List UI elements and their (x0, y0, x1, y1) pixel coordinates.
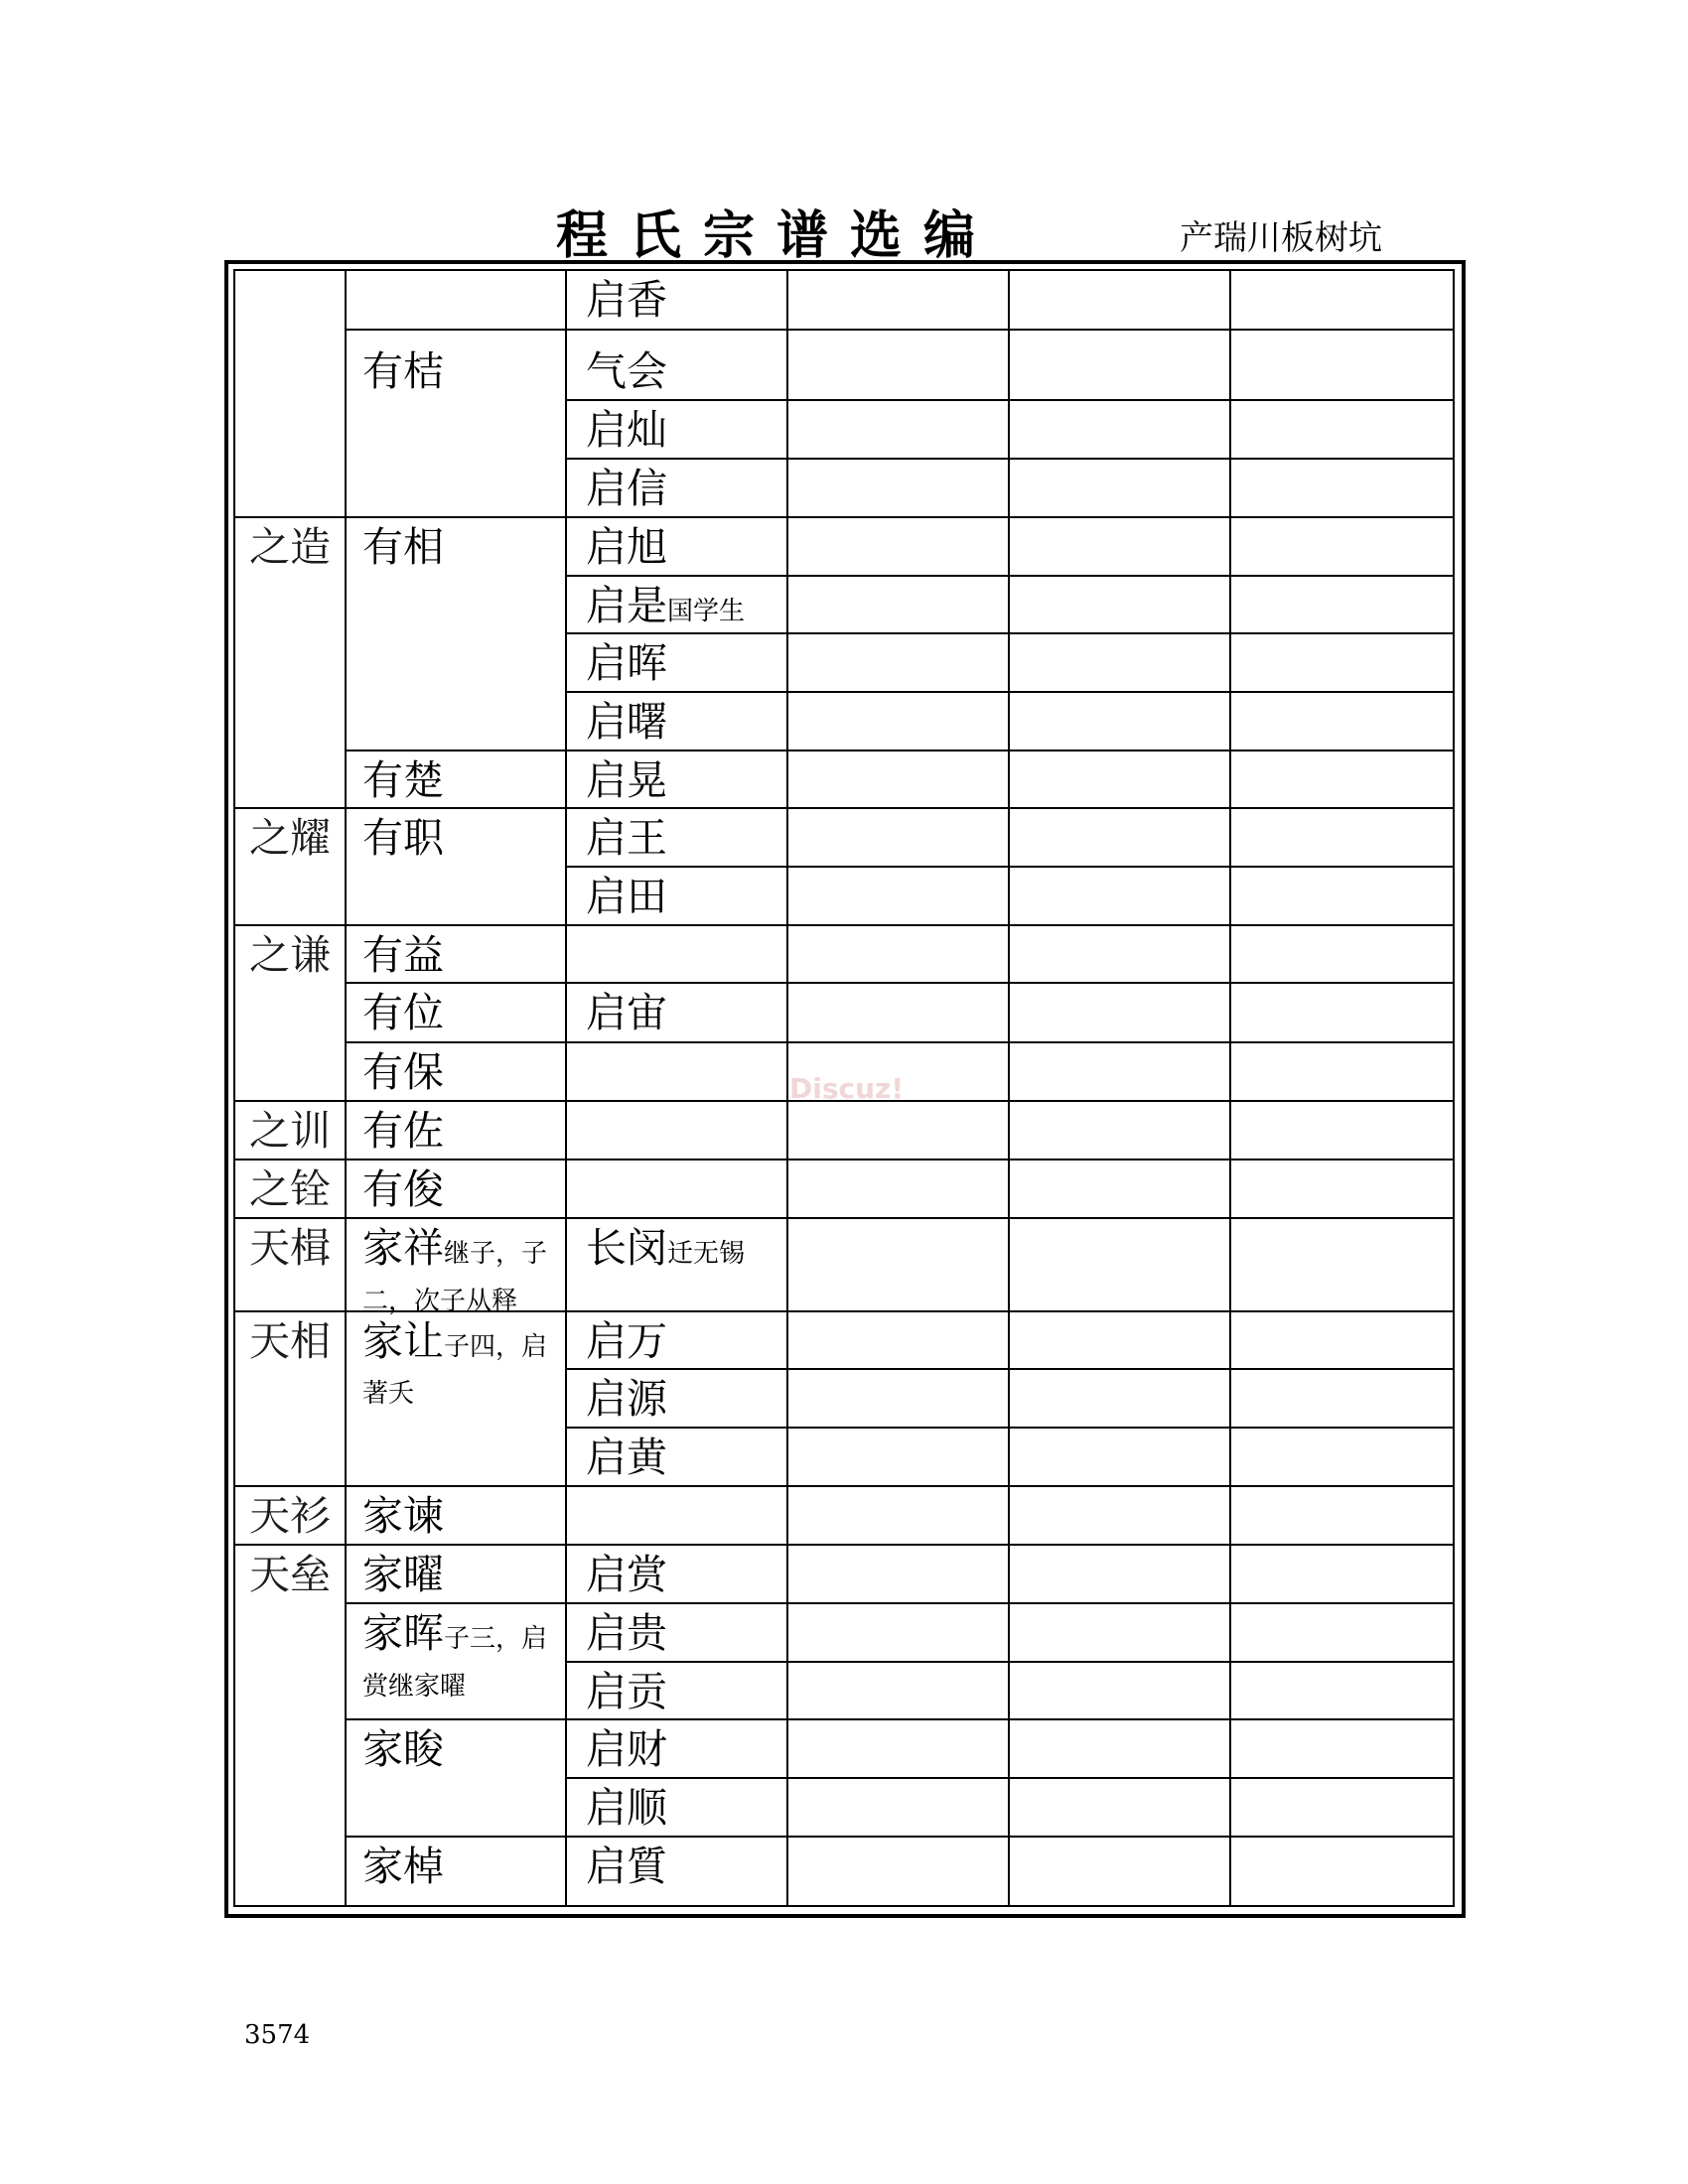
col2-name: 家谏 (362, 1492, 444, 1540)
row-divider (345, 750, 1455, 751)
col3-name: 启晖 (586, 639, 667, 687)
name-text: 家晖 (362, 1609, 444, 1657)
annotation: 子四，启 (444, 1332, 548, 1362)
row-divider (233, 1544, 1455, 1546)
col3-name: 启質 (586, 1843, 667, 1890)
col1-name: 天楫 (249, 1224, 331, 1272)
col3-name: 启赏 (586, 1551, 667, 1598)
row-divider (233, 516, 1455, 518)
col3-name: 启源 (586, 1375, 667, 1423)
row-divider (233, 1217, 1455, 1219)
row-divider (565, 632, 1455, 634)
page-number: 3574 (244, 2020, 311, 2050)
row-divider (233, 1159, 1455, 1160)
row-divider (345, 1602, 1455, 1604)
col1-name: 之造 (249, 523, 331, 571)
col2-name (362, 1609, 548, 1657)
col3-name: 启灿 (586, 406, 667, 454)
row-divider (565, 1427, 1455, 1429)
row-divider (565, 458, 1455, 460)
row-divider (345, 1836, 1455, 1838)
col3-name: 启晃 (586, 756, 667, 804)
row-divider (233, 1485, 1455, 1487)
col1-name: 之谦 (249, 931, 331, 979)
col2-name: 有佐 (362, 1107, 444, 1155)
row-divider (345, 329, 1455, 331)
col1-name: 天相 (249, 1317, 331, 1365)
col1-name: 天垒 (249, 1551, 331, 1598)
col2-name (362, 1317, 548, 1365)
col2-name: 有楚 (362, 756, 444, 804)
name-text: 家让 (362, 1317, 444, 1365)
row-divider (233, 807, 1455, 809)
col2-name (362, 1224, 548, 1272)
annotation-line2: 二，次子从释 (362, 1287, 518, 1316)
col3-name: 启宙 (586, 989, 667, 1036)
annotation-line2: 著夭 (362, 1379, 415, 1409)
col3-name: 启信 (586, 465, 667, 512)
row-divider (345, 1041, 1455, 1043)
col2-name: 有益 (362, 931, 444, 979)
annotation: 继子，子 (444, 1239, 548, 1269)
page-title: 程氏宗谱选编 (556, 206, 998, 266)
col3-name: 启黄 (586, 1433, 667, 1481)
row-divider (565, 1661, 1455, 1663)
col3-name: 启顺 (586, 1784, 667, 1832)
col1-name: 天衫 (249, 1492, 331, 1540)
col3-name: 启贡 (586, 1668, 667, 1715)
col2-name: 家棹 (362, 1843, 444, 1890)
col3-name: 启田 (586, 873, 667, 920)
name-text: 启是 (586, 582, 667, 629)
row-divider (565, 575, 1455, 577)
row-divider (565, 399, 1455, 401)
col-divider (345, 269, 347, 1907)
name-text: 长闵 (586, 1224, 667, 1272)
annotation-line2: 赏继家曜 (362, 1672, 467, 1702)
col3-name: 气会 (586, 347, 667, 395)
col2-name: 有相 (362, 523, 444, 571)
col2-name: 家睃 (362, 1725, 444, 1773)
annotation: 子三，启 (444, 1624, 548, 1654)
row-divider (565, 1777, 1455, 1779)
page-subtitle: 产瑞川板树坑 (1180, 218, 1382, 258)
row-divider (565, 866, 1455, 868)
col3-name: 启万 (586, 1317, 667, 1365)
col2-name: 有位 (362, 989, 444, 1036)
col2-name: 有俊 (362, 1165, 444, 1213)
row-divider (565, 1368, 1455, 1370)
name-text: 家祥 (362, 1224, 444, 1272)
col3-name: 启王 (586, 814, 667, 862)
col1-name: 之耀 (249, 814, 331, 862)
col2-name: 有桔 (362, 347, 444, 395)
row-divider (345, 982, 1455, 984)
col1-name: 之训 (249, 1107, 331, 1155)
row-divider (345, 1718, 1455, 1720)
col3-name (586, 582, 746, 629)
col2-name: 有保 (362, 1048, 444, 1096)
watermark: Discuz! (789, 1072, 905, 1105)
annotation: 国学生 (667, 597, 746, 626)
col2-name: 家曜 (362, 1551, 444, 1598)
col3-name (586, 1224, 746, 1272)
col3-name: 启财 (586, 1725, 667, 1773)
col1-name: 之铨 (249, 1165, 331, 1213)
row-divider (565, 691, 1455, 693)
col3-name: 启曙 (586, 698, 667, 746)
col3-name: 启旭 (586, 523, 667, 571)
col2-name: 有职 (362, 814, 444, 862)
col3-name: 启贵 (586, 1609, 667, 1657)
row-divider (233, 924, 1455, 926)
col3-name: 启香 (586, 276, 667, 324)
annotation: 迁无锡 (667, 1239, 746, 1269)
